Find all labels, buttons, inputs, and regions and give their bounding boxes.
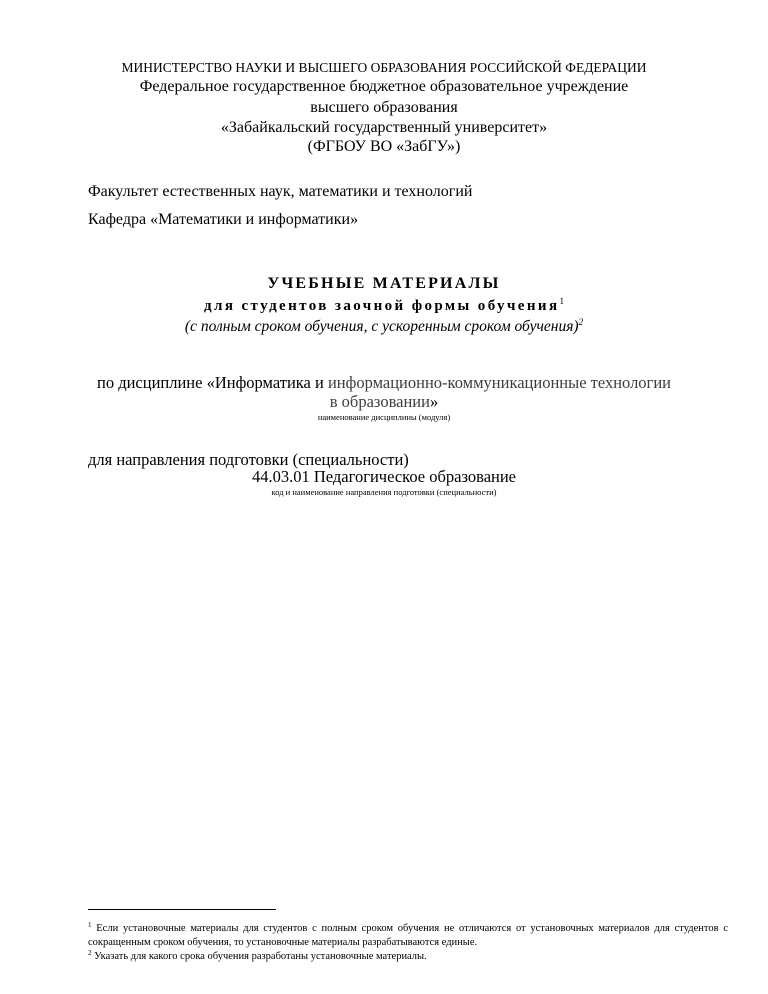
document-title: УЧЕБНЫЕ МАТЕРИАЛЫ (267, 275, 501, 292)
organization-line-1: Федеральное государственное бюджетное образовательное учреждение (139, 78, 629, 95)
direction-code: 44.03.01 Педагогическое образование (251, 467, 517, 486)
organization-line-2: высшего образования (310, 99, 458, 116)
study-period-text: (с полным сроком обучения, с ускоренным сроком обучения) (184, 318, 579, 335)
discipline-line-2 (0, 392, 768, 412)
ministry-title: МИНИСТЕРСТВО НАУКИ И ВЫСШЕГО ОБРАЗОВАНИЯ РОССИЙСКОЙ ФЕДЕРАЦИИ (121, 60, 647, 75)
footnote-1-number: 1 (88, 921, 92, 929)
organization-line-4: (ФГБОУ ВО «ЗабГУ») (307, 138, 461, 155)
department-name: Кафедра «Математики и информатики» (88, 211, 359, 228)
footnote-divider (88, 909, 276, 910)
study-period (0, 317, 768, 336)
subtitle-text: для студентов заочной формы обучения (204, 298, 560, 314)
discipline-name-part-1: информационно-коммуникационные технологии (327, 373, 671, 392)
footnote-2-number: 2 (88, 949, 92, 957)
faculty-name: Факультет естественных наук, математики и технологий (88, 183, 473, 200)
document-subtitle (0, 296, 768, 315)
footnote-1-text: Если установочные материалы для студентов с полным сроком обучения не отличаются от установочных материалов для студентов с сокращенным сроком обучения, то установочные материалы разрабатываются единые. (88, 923, 728, 948)
direction-label: для направления подготовки (специальности) (88, 450, 409, 469)
discipline-prefix: по дисциплине «Информатика и (97, 373, 328, 392)
organization-line-3: «Забайкальский государственный университет» (220, 119, 548, 136)
footnote-ref-1: 1 (559, 296, 564, 306)
discipline-line-1 (0, 373, 768, 393)
discipline-suffix: » (429, 392, 439, 411)
footnote-2 (88, 946, 728, 964)
footnote-ref-2: 2 (578, 317, 584, 327)
discipline-name-part-2: в образовании (329, 392, 430, 411)
footnote-2-text: Указать для какого срока обучения разработаны установочные материалы. (91, 951, 427, 962)
direction-caption: код и наименование направления подготовки (специальности) (271, 487, 497, 497)
discipline-caption: наименование дисциплины (модуля) (317, 412, 451, 422)
